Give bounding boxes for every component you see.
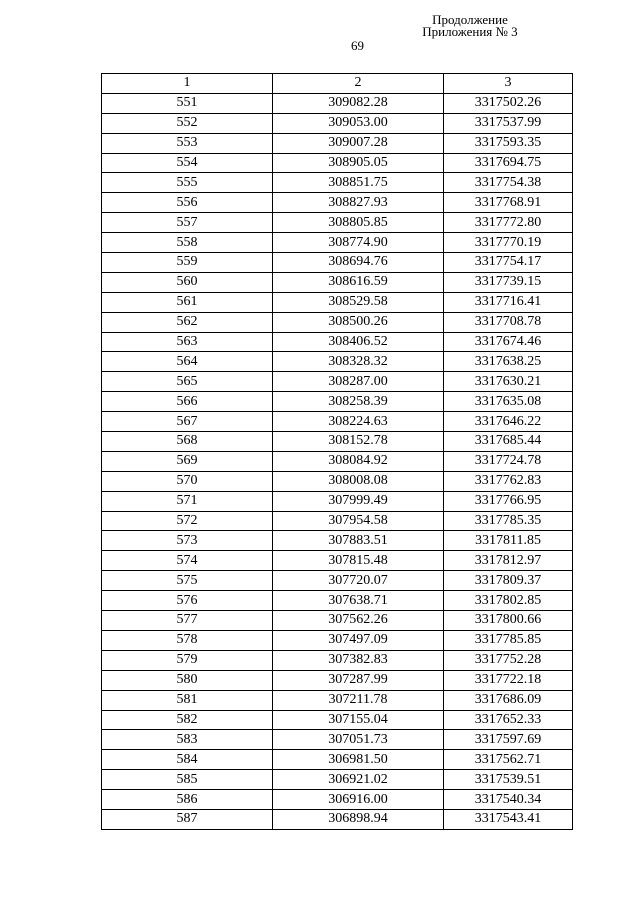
column-header: 3 <box>444 74 573 94</box>
table-row <box>102 352 573 372</box>
y-coordinate-cell: 3317770.19 <box>444 233 573 253</box>
x-coordinate-cell: 308774.90 <box>273 233 444 253</box>
column-header: 2 <box>273 74 444 94</box>
x-coordinate-cell: 308500.26 <box>273 312 444 332</box>
y-coordinate-cell: 3317562.71 <box>444 750 573 770</box>
x-coordinate-cell: 308152.78 <box>273 432 444 452</box>
y-coordinate-cell: 3317539.51 <box>444 770 573 790</box>
y-coordinate-cell: 3317543.41 <box>444 809 573 829</box>
table-row <box>102 611 573 631</box>
point-number-cell: 555 <box>102 173 273 193</box>
table-row <box>102 591 573 611</box>
point-number-cell: 571 <box>102 491 273 511</box>
y-coordinate-cell: 3317540.34 <box>444 790 573 810</box>
coordinates-table <box>101 73 573 830</box>
x-coordinate-cell: 309082.28 <box>273 93 444 113</box>
point-number-cell: 587 <box>102 809 273 829</box>
y-coordinate-cell: 3317766.95 <box>444 491 573 511</box>
table-row <box>102 372 573 392</box>
y-coordinate-cell: 3317812.97 <box>444 551 573 571</box>
point-number-cell: 575 <box>102 571 273 591</box>
table-row <box>102 113 573 133</box>
y-coordinate-cell: 3317754.17 <box>444 253 573 273</box>
table-row <box>102 491 573 511</box>
table-row <box>102 551 573 571</box>
x-coordinate-cell: 307954.58 <box>273 511 444 531</box>
point-number-cell: 578 <box>102 630 273 650</box>
x-coordinate-cell: 307720.07 <box>273 571 444 591</box>
table-row <box>102 193 573 213</box>
point-number-cell: 586 <box>102 790 273 810</box>
table-row <box>102 133 573 153</box>
x-coordinate-cell: 308616.59 <box>273 272 444 292</box>
x-coordinate-cell: 308084.92 <box>273 451 444 471</box>
y-coordinate-cell: 3317646.22 <box>444 412 573 432</box>
table-row <box>102 173 573 193</box>
table-row <box>102 770 573 790</box>
x-coordinate-cell: 307497.09 <box>273 630 444 650</box>
x-coordinate-cell: 308224.63 <box>273 412 444 432</box>
table-row <box>102 292 573 312</box>
table-row <box>102 93 573 113</box>
y-coordinate-cell: 3317716.41 <box>444 292 573 312</box>
x-coordinate-cell: 309053.00 <box>273 113 444 133</box>
table-row <box>102 750 573 770</box>
point-number-cell: 567 <box>102 412 273 432</box>
point-number-cell: 552 <box>102 113 273 133</box>
x-coordinate-cell: 306916.00 <box>273 790 444 810</box>
x-coordinate-cell: 308406.52 <box>273 332 444 352</box>
x-coordinate-cell: 308851.75 <box>273 173 444 193</box>
point-number-cell: 584 <box>102 750 273 770</box>
table-row <box>102 809 573 829</box>
point-number-cell: 568 <box>102 432 273 452</box>
y-coordinate-cell: 3317800.66 <box>444 611 573 631</box>
point-number-cell: 565 <box>102 372 273 392</box>
y-coordinate-cell: 3317630.21 <box>444 372 573 392</box>
x-coordinate-cell: 307211.78 <box>273 690 444 710</box>
x-coordinate-cell: 308905.05 <box>273 153 444 173</box>
x-coordinate-cell: 307155.04 <box>273 710 444 730</box>
point-number-cell: 583 <box>102 730 273 750</box>
point-number-cell: 564 <box>102 352 273 372</box>
x-coordinate-cell: 307562.26 <box>273 611 444 631</box>
point-number-cell: 574 <box>102 551 273 571</box>
table-row <box>102 690 573 710</box>
y-coordinate-cell: 3317708.78 <box>444 312 573 332</box>
y-coordinate-cell: 3317809.37 <box>444 571 573 591</box>
table-row <box>102 571 573 591</box>
y-coordinate-cell: 3317502.26 <box>444 93 573 113</box>
table-row <box>102 392 573 412</box>
point-number-cell: 554 <box>102 153 273 173</box>
y-coordinate-cell: 3317638.25 <box>444 352 573 372</box>
x-coordinate-cell: 308287.00 <box>273 372 444 392</box>
table-row <box>102 412 573 432</box>
x-coordinate-cell: 306898.94 <box>273 809 444 829</box>
x-coordinate-cell: 308694.76 <box>273 253 444 273</box>
point-number-cell: 561 <box>102 292 273 312</box>
header-line-appendix: Приложения № 3 <box>422 24 518 39</box>
table-header-row <box>102 74 573 94</box>
point-number-cell: 582 <box>102 710 273 730</box>
x-coordinate-cell: 308805.85 <box>273 213 444 233</box>
x-coordinate-cell: 308258.39 <box>273 392 444 412</box>
y-coordinate-cell: 3317768.91 <box>444 193 573 213</box>
y-coordinate-cell: 3317739.15 <box>444 272 573 292</box>
point-number-cell: 563 <box>102 332 273 352</box>
x-coordinate-cell: 307382.83 <box>273 650 444 670</box>
table-body <box>102 74 573 830</box>
y-coordinate-cell: 3317722.18 <box>444 670 573 690</box>
point-number-cell: 573 <box>102 531 273 551</box>
table-row <box>102 730 573 750</box>
y-coordinate-cell: 3317762.83 <box>444 471 573 491</box>
table-row <box>102 790 573 810</box>
x-coordinate-cell: 308328.32 <box>273 352 444 372</box>
y-coordinate-cell: 3317752.28 <box>444 650 573 670</box>
x-coordinate-cell: 308008.08 <box>273 471 444 491</box>
table-row <box>102 511 573 531</box>
table-row <box>102 650 573 670</box>
y-coordinate-cell: 3317724.78 <box>444 451 573 471</box>
y-coordinate-cell: 3317674.46 <box>444 332 573 352</box>
table-row <box>102 670 573 690</box>
point-number-cell: 585 <box>102 770 273 790</box>
y-coordinate-cell: 3317597.69 <box>444 730 573 750</box>
y-coordinate-cell: 3317694.75 <box>444 153 573 173</box>
point-number-cell: 581 <box>102 690 273 710</box>
point-number-cell: 572 <box>102 511 273 531</box>
point-number-cell: 577 <box>102 611 273 631</box>
x-coordinate-cell: 307883.51 <box>273 531 444 551</box>
y-coordinate-cell: 3317785.85 <box>444 630 573 650</box>
appendix-continuation-header <box>370 14 570 38</box>
x-coordinate-cell: 307815.48 <box>273 551 444 571</box>
y-coordinate-cell: 3317754.38 <box>444 173 573 193</box>
point-number-cell: 560 <box>102 272 273 292</box>
table-row <box>102 531 573 551</box>
point-number-cell: 553 <box>102 133 273 153</box>
x-coordinate-cell: 308827.93 <box>273 193 444 213</box>
x-coordinate-cell: 306921.02 <box>273 770 444 790</box>
x-coordinate-cell: 307999.49 <box>273 491 444 511</box>
point-number-cell: 551 <box>102 93 273 113</box>
x-coordinate-cell: 307287.99 <box>273 670 444 690</box>
x-coordinate-cell: 308529.58 <box>273 292 444 312</box>
point-number-cell: 562 <box>102 312 273 332</box>
table-row <box>102 233 573 253</box>
point-number-cell: 558 <box>102 233 273 253</box>
column-header: 1 <box>102 74 273 94</box>
y-coordinate-cell: 3317652.33 <box>444 710 573 730</box>
point-number-cell: 556 <box>102 193 273 213</box>
x-coordinate-cell: 307638.71 <box>273 591 444 611</box>
table-row <box>102 312 573 332</box>
y-coordinate-cell: 3317772.80 <box>444 213 573 233</box>
point-number-cell: 566 <box>102 392 273 412</box>
y-coordinate-cell: 3317685.44 <box>444 432 573 452</box>
y-coordinate-cell: 3317686.09 <box>444 690 573 710</box>
x-coordinate-cell: 306981.50 <box>273 750 444 770</box>
point-number-cell: 580 <box>102 670 273 690</box>
table-row <box>102 451 573 471</box>
y-coordinate-cell: 3317593.35 <box>444 133 573 153</box>
y-coordinate-cell: 3317811.85 <box>444 531 573 551</box>
header-line-continuation: Продолжение <box>432 12 508 27</box>
point-number-cell: 576 <box>102 591 273 611</box>
point-number-cell: 569 <box>102 451 273 471</box>
table-row <box>102 332 573 352</box>
table-row <box>102 710 573 730</box>
y-coordinate-cell: 3317802.85 <box>444 591 573 611</box>
point-number-cell: 570 <box>102 471 273 491</box>
point-number-cell: 579 <box>102 650 273 670</box>
table-row <box>102 630 573 650</box>
table-row <box>102 471 573 491</box>
x-coordinate-cell: 307051.73 <box>273 730 444 750</box>
table-row <box>102 153 573 173</box>
y-coordinate-cell: 3317635.08 <box>444 392 573 412</box>
y-coordinate-cell: 3317785.35 <box>444 511 573 531</box>
point-number-cell: 557 <box>102 213 273 233</box>
page-number: 69 <box>351 38 364 53</box>
y-coordinate-cell: 3317537.99 <box>444 113 573 133</box>
table-row <box>102 432 573 452</box>
table-row <box>102 272 573 292</box>
point-number-cell: 559 <box>102 253 273 273</box>
table-row <box>102 253 573 273</box>
x-coordinate-cell: 309007.28 <box>273 133 444 153</box>
table-row <box>102 213 573 233</box>
